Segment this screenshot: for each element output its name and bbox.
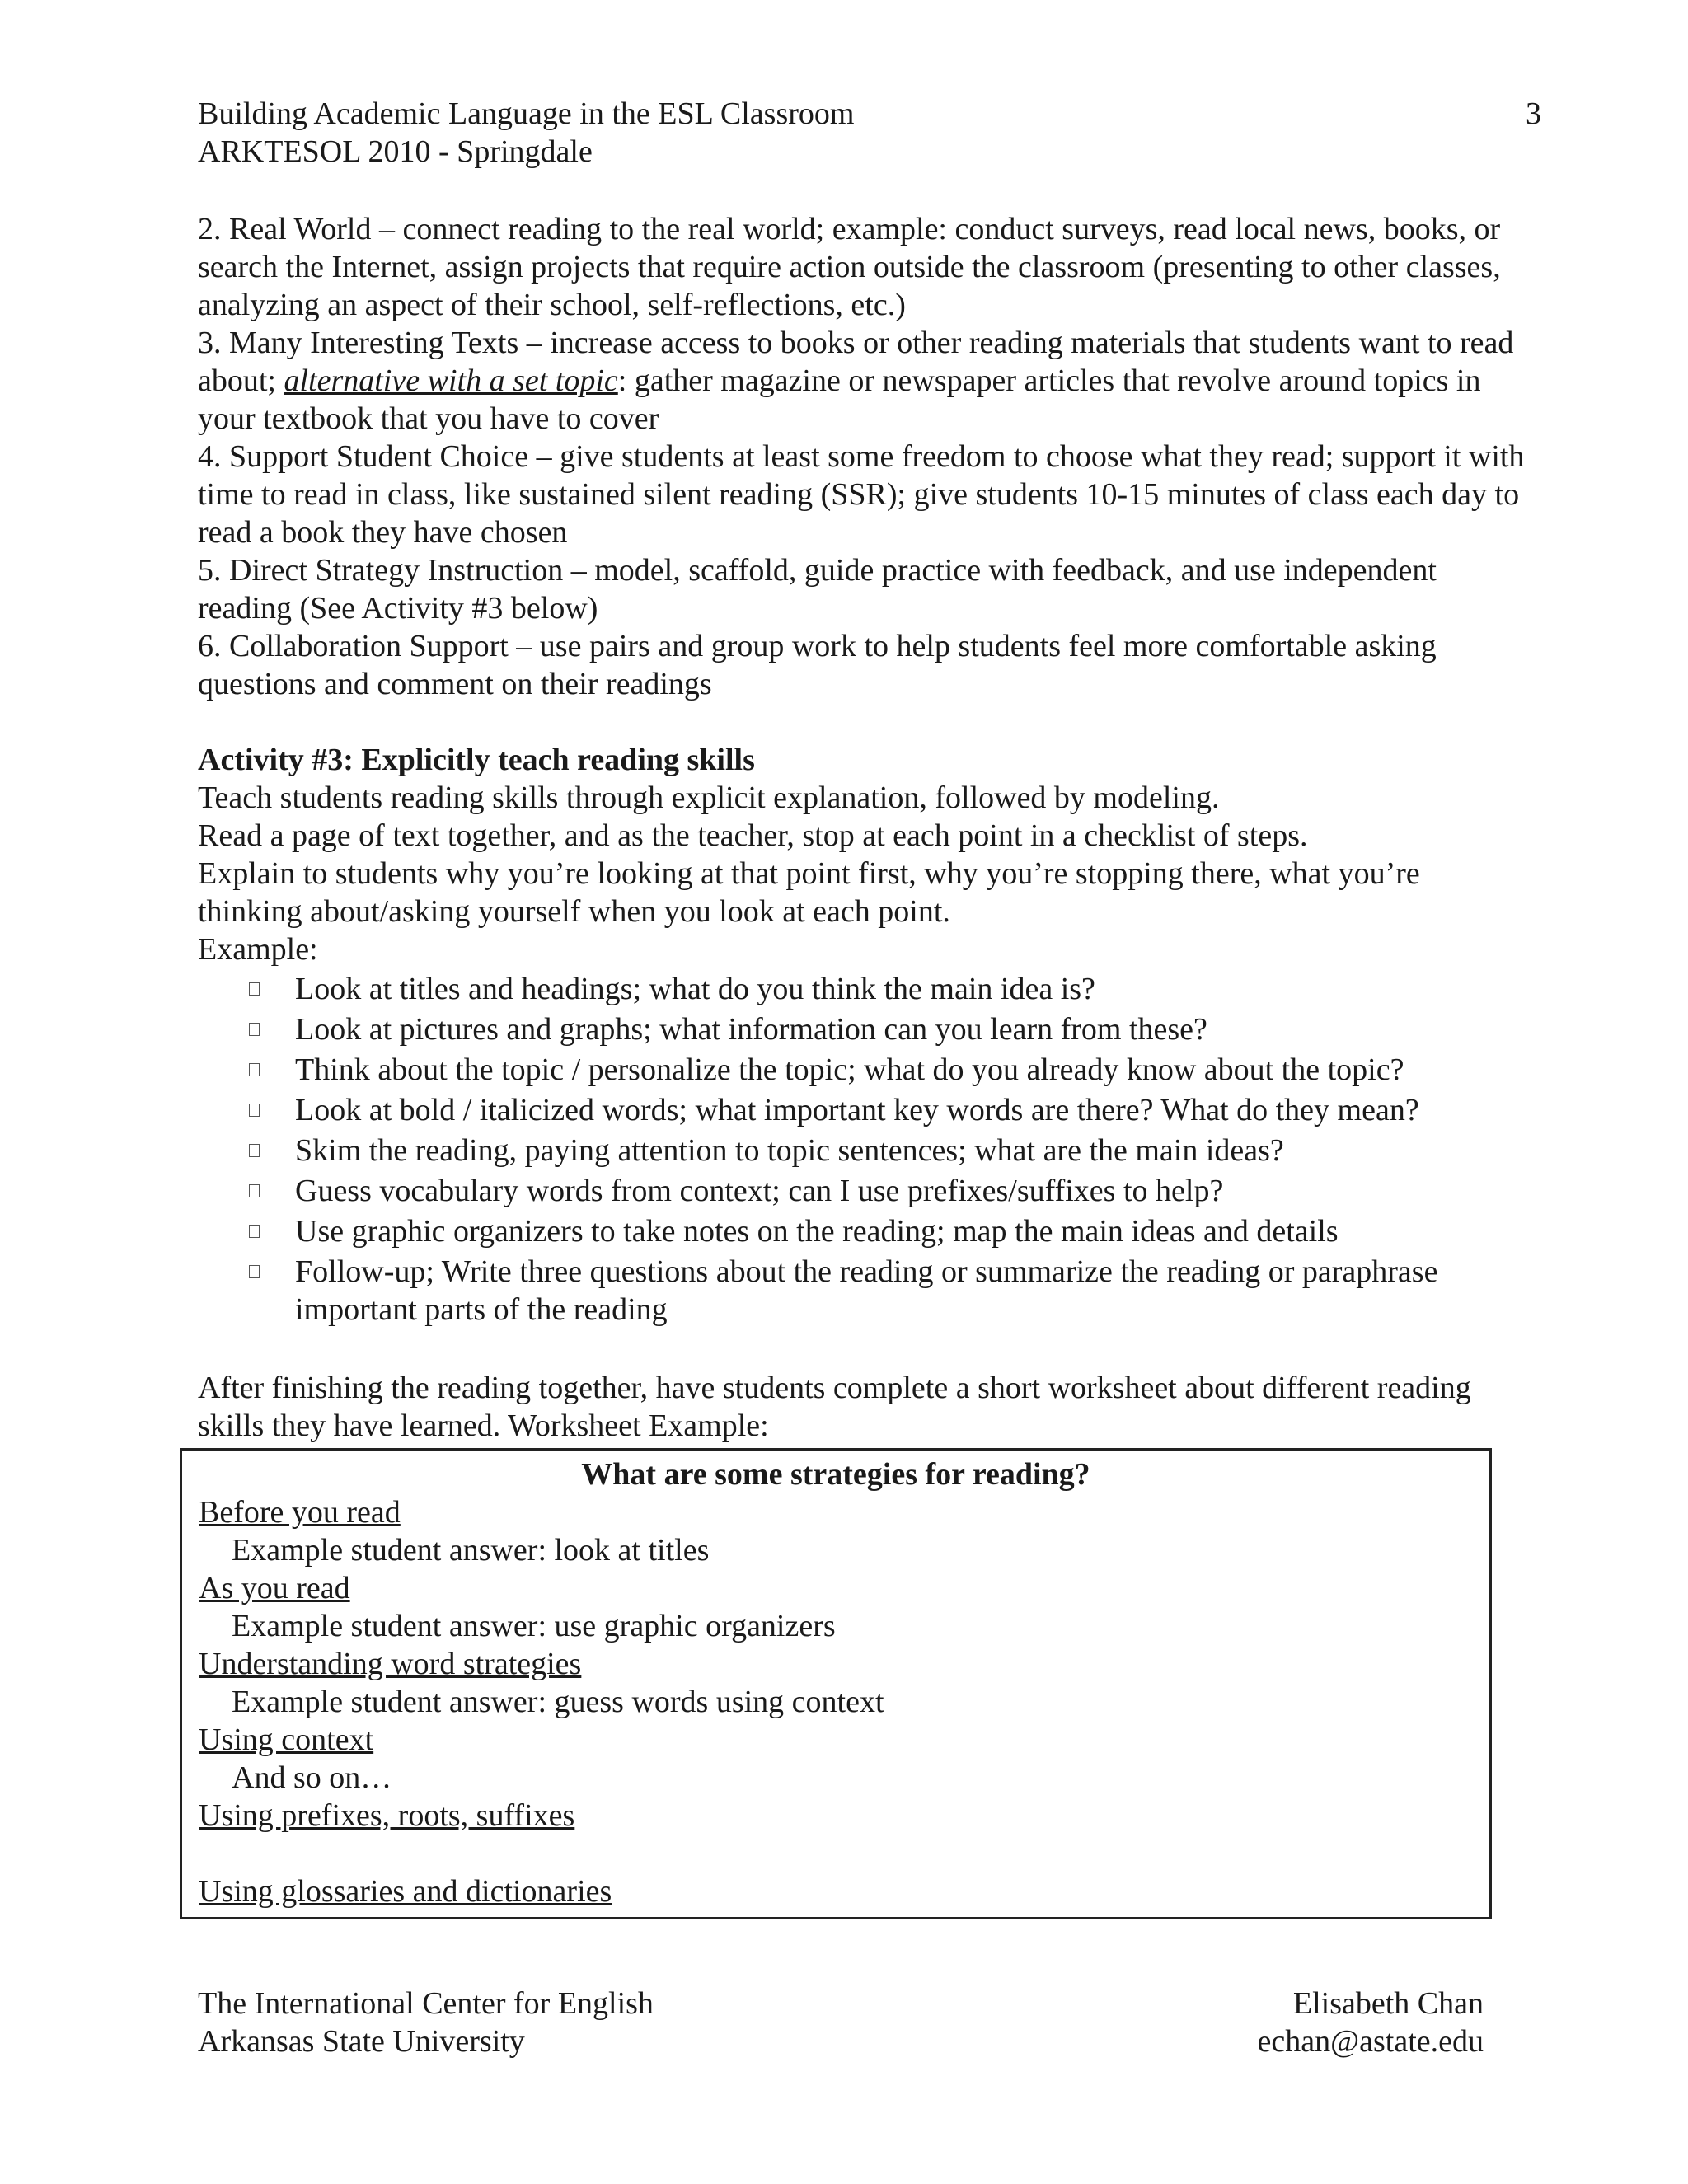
footer-institution: The International Center for English: [198, 1986, 654, 2021]
header-title: Building Academic Language in the ESL Classroom: [198, 96, 855, 131]
document-page: [198, 95, 1541, 1919]
worksheet-title: What are some strategies for reading?: [581, 1457, 1090, 1492]
after-reading-paragraph: After finishing the reading together, have students complete a short worksheet about different reading skills they have learned. Worksheet Example:: [198, 1371, 1471, 1443]
page-number: 3: [1526, 96, 1541, 131]
checklist-item-text: Skim the reading, paying attention to topic sentences; what are the main ideas?: [295, 1133, 1284, 1168]
checklist-item: [249, 1132, 1525, 1169]
checklist-item-text: Follow-up; Write three questions about the reading or summarize the reading or paraphrase important parts of the reading: [295, 1254, 1438, 1327]
footer-email: echan@astate.edu: [1257, 2024, 1484, 2059]
worksheet-answer: Example student answer: guess words using context: [232, 1685, 884, 1719]
page-footer: [198, 1985, 1484, 2060]
list-item-strategy-instruction: 5. Direct Strategy Instruction – model, scaffold, guide practice with feedback, and use independent reading (See Activity #3 below): [198, 553, 1437, 626]
worksheet-category: Understanding word strategies: [199, 1647, 582, 1681]
activity-paragraph: Teach students reading skills through explicit explanation, followed by modeling.: [198, 780, 1220, 815]
checklist-item-text: Look at pictures and graphs; what information can you learn from these?: [295, 1012, 1207, 1047]
checkbox-icon: [249, 1265, 260, 1278]
item-text-rest: : gather magazine or newspaper articles that revolve around topics in your textbook that you have to cover: [198, 363, 1481, 436]
checklist-item: [249, 1172, 1525, 1210]
checklist-item: [249, 970, 1525, 1008]
footer-university: Arkansas State University: [198, 2024, 525, 2059]
checklist: [198, 970, 1525, 1329]
checklist-item: [249, 1051, 1525, 1089]
worksheet-category: Before you read: [199, 1495, 401, 1530]
checkbox-icon: [249, 1023, 260, 1036]
list-item-interesting-texts: [198, 324, 1525, 438]
worksheet-answer: [199, 1835, 1489, 1872]
worksheet-answer: Example student answer: look at titles: [232, 1533, 710, 1568]
example-label: Example:: [198, 932, 318, 967]
checklist-item: [249, 1253, 1525, 1329]
list-item-real-world: 2. Real World – connect reading to the real world; example: conduct surveys, read local news, books, or search the Internet, assign projects that require action outside the classroom (presenting to other classes, analyzing an aspect of their school, self-reflections, etc.): [198, 212, 1501, 322]
spacer: [198, 703, 1525, 741]
worksheet-box: [180, 1448, 1492, 1919]
checklist-item-text: Look at bold / italicized words; what important key words are there? What do they mean?: [295, 1093, 1419, 1127]
emphasis-text: alternative with a set topic: [284, 363, 618, 398]
checkbox-icon: [249, 1144, 260, 1157]
worksheet-category: Using prefixes, roots, suffixes: [199, 1798, 575, 1833]
checklist-item-text: Use graphic organizers to take notes on the reading; map the main ideas and details: [295, 1214, 1339, 1249]
header-subtitle: ARKTESOL 2010 - Springdale: [198, 134, 593, 169]
checkbox-icon: [249, 1225, 260, 1238]
worksheet-category: Using glossaries and dictionaries: [199, 1874, 612, 1909]
list-item-student-choice: 4. Support Student Choice – give students at least some freedom to choose what they read; support it with time to read in class, like sustained silent reading (SSR); give students 10-15 minutes of class each day to read a book they have chosen: [198, 439, 1525, 550]
spacer: [198, 1331, 1525, 1369]
checkbox-icon: [249, 982, 260, 996]
activity-paragraph: Read a page of text together, and as the teacher, stop at each point in a checklist of steps.: [198, 818, 1308, 853]
checklist-item: [249, 1212, 1525, 1250]
checklist-item-text: Look at titles and headings; what do you think the main idea is?: [295, 972, 1095, 1006]
checklist-item: [249, 1091, 1525, 1129]
worksheet-answer: Example student answer: use graphic organizers: [232, 1609, 836, 1643]
worksheet-category: Using context: [199, 1722, 374, 1757]
checklist-item-text: Think about the topic / personalize the topic; what do you already know about the topic?: [295, 1052, 1404, 1087]
list-item-collaboration: 6. Collaboration Support – use pairs and group work to help students feel more comfortable asking questions and comment on their readings: [198, 629, 1437, 701]
activity-heading: Activity #3: Explicitly teach reading skills: [198, 743, 755, 777]
checklist-item: [249, 1010, 1525, 1048]
worksheet-answer: And so on…: [232, 1760, 392, 1795]
activity-paragraph: Explain to students why you’re looking at that point first, why you’re stopping there, what you’re thinking about/asking yourself when you look at each point.: [198, 856, 1420, 929]
checkbox-icon: [249, 1184, 260, 1197]
item-text: 3. Many Interesting Texts – increase access to books or other reading materials that students want to read about;: [198, 326, 1514, 398]
main-content: [198, 210, 1525, 1919]
footer-author: Elisabeth Chan: [1292, 1986, 1484, 2021]
checkbox-icon: [249, 1063, 260, 1076]
checklist-item-text: Guess vocabulary words from context; can I use prefixes/suffixes to help?: [295, 1174, 1224, 1208]
page-header: [198, 95, 1541, 171]
worksheet-category: As you read: [199, 1571, 350, 1605]
checkbox-icon: [249, 1104, 260, 1117]
